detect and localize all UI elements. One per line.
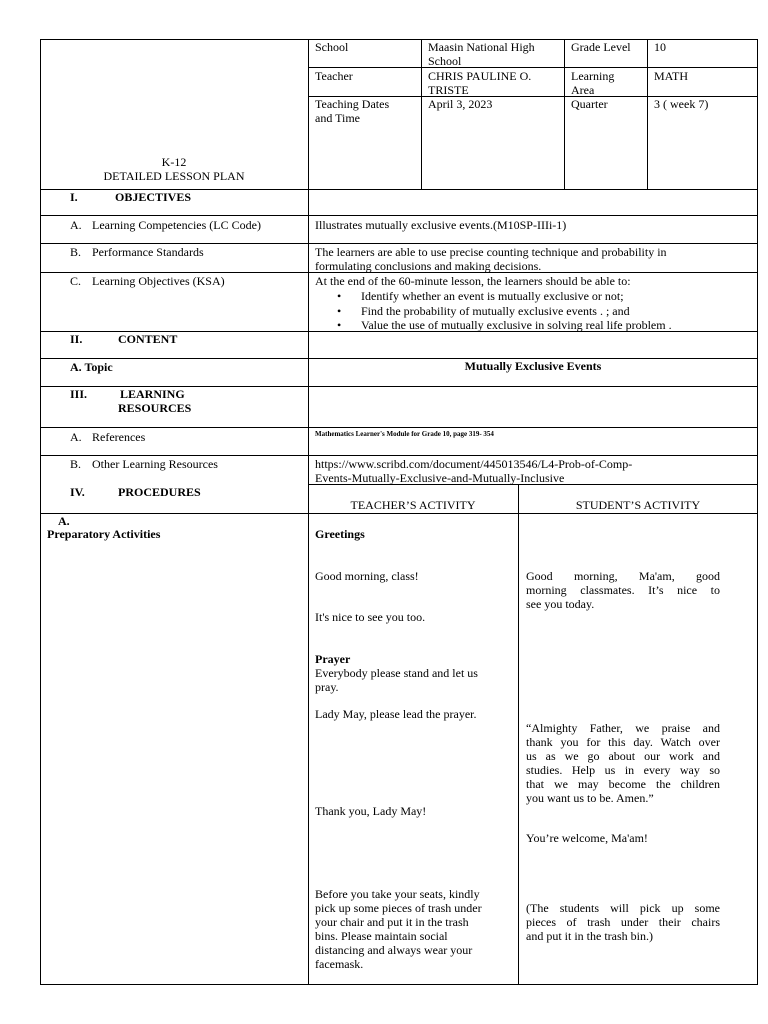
text-line: thank you for this day. Watch over (526, 735, 720, 749)
ps-label: Performance Standards (92, 245, 204, 259)
lo-letter: C. (70, 274, 82, 288)
teacher-stand-line2: pray. (315, 680, 339, 694)
teacher-value-line1: CHRIS PAULINE O. (428, 69, 532, 83)
lo-intro: At the end of the 60-minute lesson, the learners should be able to: (315, 274, 631, 288)
teacher-thanks: Thank you, Lady May! (315, 804, 427, 818)
resources-numeral: III. (70, 387, 88, 401)
text-line: pieces of trash under their chairs (526, 915, 720, 929)
grade-value: 10 (654, 40, 666, 54)
ref-label: References (92, 430, 146, 444)
procedures-heading: PROCEDURES (118, 485, 201, 499)
area-value: MATH (654, 69, 689, 83)
lc-value: Illustrates mutually exclusive events.(M10SP-IIIi-1) (315, 218, 567, 232)
ref-value: Mathematics Learner's Module for Grade 10, page 319- 354 (315, 430, 494, 438)
dates-value: April 3, 2023 (428, 97, 493, 111)
objectives-numeral: I. (70, 190, 78, 204)
topic-label: A. Topic (70, 360, 113, 374)
doc-title-line1: K-12 (161, 155, 187, 169)
prayer-heading: Prayer (315, 652, 351, 666)
resources-heading-line1: LEARNING (120, 387, 185, 401)
doc-title-line2: DETAILED LESSON PLAN (103, 169, 245, 183)
ps-letter: B. (70, 245, 82, 259)
school-label: School (315, 40, 349, 54)
text-line: your chair and put it in the trash (315, 915, 469, 929)
topic-value: Mutually Exclusive Events (464, 359, 602, 373)
dates-label-line1: Teaching Dates (315, 97, 390, 111)
prep-label: Preparatory Activities (47, 527, 161, 541)
teacher-label: Teacher (315, 69, 353, 83)
school-value-line1: Maasin National High (428, 40, 535, 54)
student-activity-header: STUDENT’S ACTIVITY (575, 498, 701, 512)
teacher-stand-line1: Everybody please stand and let us (315, 666, 478, 680)
ps-value-line2: formulating conclusions and making decisions. (315, 259, 542, 273)
text-line: that we may become the children (526, 777, 720, 791)
grade-label: Grade Level (571, 40, 631, 54)
lc-label: Learning Competencies (LC Code) (92, 218, 261, 232)
prep-letter: A. (58, 514, 70, 528)
teacher-lead: Lady May, please lead the prayer. (315, 707, 477, 721)
text-line: Before you take your seats, kindly (315, 887, 480, 901)
teacher-nice: It's nice to see you too. (315, 610, 426, 624)
lc-letter: A. (70, 218, 82, 232)
other-label: Other Learning Resources (92, 457, 218, 471)
area-label-line2: Area (571, 83, 595, 97)
list-item: • Value the use of mutually exclusive in solving real life problem . (313, 318, 672, 333)
text-line: see you today. (526, 597, 595, 611)
text-line: Good morning, Ma'am, good (526, 569, 720, 583)
school-value-line2: School (428, 54, 462, 68)
text-line: pick up some pieces of trash under (315, 901, 482, 915)
procedures-numeral: IV. (70, 485, 85, 499)
other-link-line1[interactable]: https://www.scribd.com/document/445013546/L4-Prob-of-Comp- (315, 457, 633, 471)
quarter-label: Quarter (571, 97, 608, 111)
teacher-value-line2: TRISTE (428, 83, 469, 97)
text-line: morning classmates. It’s nice to (526, 583, 720, 597)
teacher-activity-header: TEACHER’S ACTIVITY (350, 498, 476, 512)
area-label-line1: Learning (571, 69, 615, 83)
content-numeral: II. (70, 332, 83, 346)
objectives-list (313, 289, 672, 333)
text-line: us as we go about our work and (526, 749, 720, 763)
text-line: (The students will pick up some (526, 901, 720, 915)
text-line: distancing and always wear your (315, 943, 473, 957)
teacher-good-morning: Good morning, class! (315, 569, 419, 583)
dates-label-line2: and Time (315, 111, 361, 125)
resources-heading-line2: RESOURCES (118, 401, 192, 415)
text-line: you want us to be. Amen.” (526, 791, 654, 805)
text-line: “Almighty Father, we praise and (526, 721, 720, 735)
text-line: studies. Help us in every way so (526, 763, 720, 777)
lo-label: Learning Objectives (KSA) (92, 274, 225, 288)
greetings-heading: Greetings (315, 527, 365, 541)
text-line: bins. Please maintain social (315, 929, 448, 943)
other-link-line2[interactable]: Events-Mutually-Exclusive-and-Mutually-Inclusive (315, 471, 565, 485)
text-line: and put it in the trash bin.) (526, 929, 653, 943)
list-item: • Find the probability of mutually exclusive events . ; and (313, 304, 672, 319)
text-line: facemask. (315, 957, 364, 971)
quarter-value: 3 ( week 7) (654, 97, 709, 111)
content-heading: CONTENT (118, 332, 178, 346)
ps-value-line1: The learners are able to use precise counting technique and probability in (315, 245, 667, 259)
student-welcome: You’re welcome, Ma'am! (526, 831, 648, 845)
list-item: • Identify whether an event is mutually exclusive or not; (313, 289, 672, 304)
other-letter: B. (70, 457, 82, 471)
objectives-heading: OBJECTIVES (115, 190, 192, 204)
ref-letter: A. (70, 430, 82, 444)
